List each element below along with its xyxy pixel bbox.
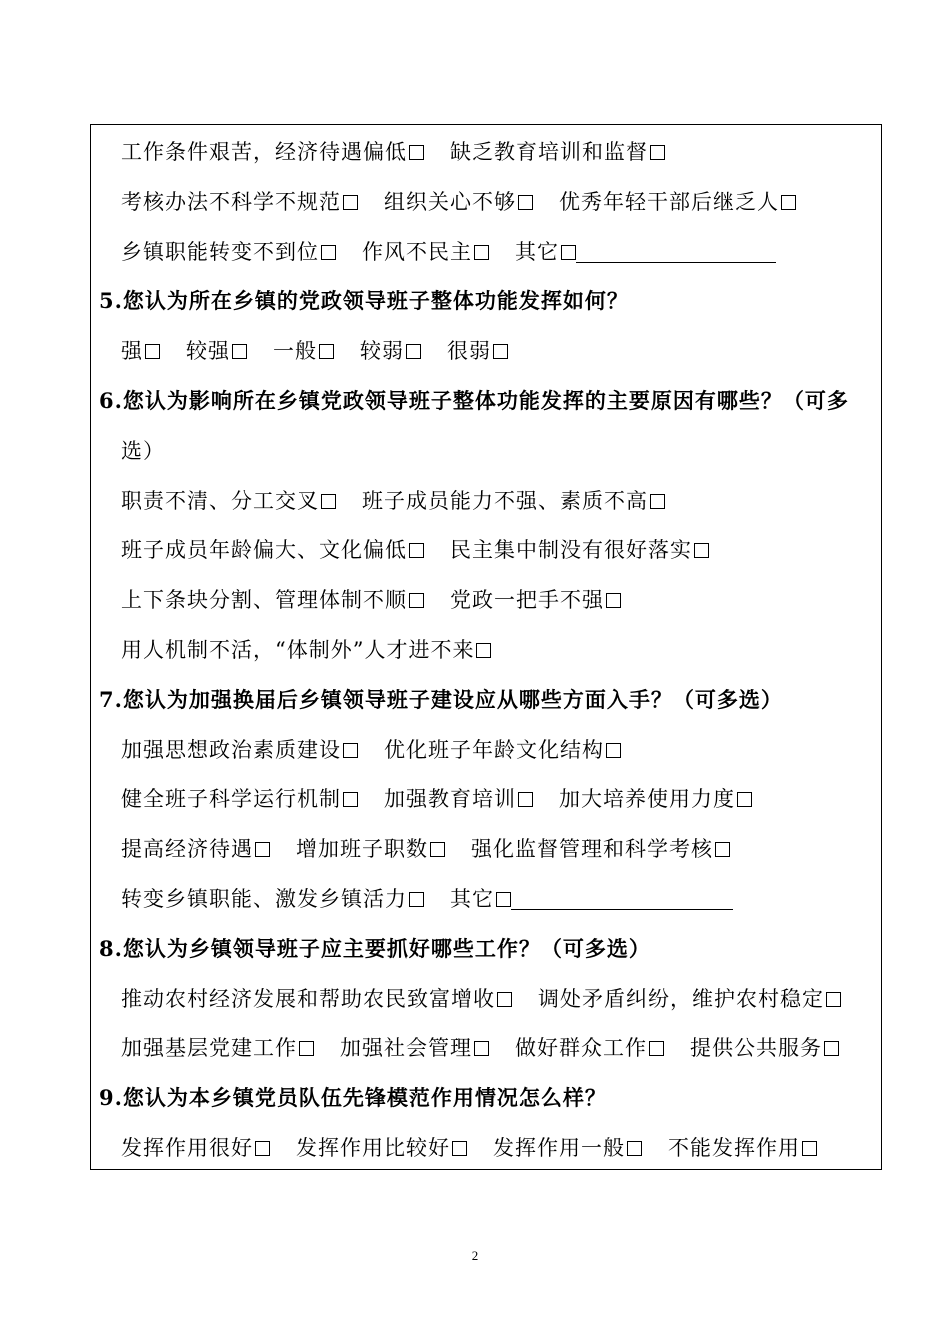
option-line <box>121 635 517 665</box>
option-label: 加强基层党建工作 <box>121 1036 297 1060</box>
option-label: 较强 <box>186 339 230 363</box>
option-label: 提供公共服务 <box>690 1036 822 1060</box>
page-number: 2 <box>471 1248 479 1263</box>
option-line <box>121 784 778 814</box>
option-item <box>121 190 358 214</box>
option-line <box>121 486 691 516</box>
option-item <box>447 339 508 363</box>
option-label: 强 <box>121 339 143 363</box>
option-label: 加强教育培训 <box>384 787 516 811</box>
option-line <box>121 336 534 366</box>
option-line <box>121 187 822 217</box>
checkbox[interactable] <box>232 344 247 359</box>
checkbox[interactable] <box>826 992 841 1007</box>
option-item <box>493 1136 642 1160</box>
question-text: 9.您认为本乡镇党员队伍先锋模范作用情况怎么样？ <box>99 1085 607 1110</box>
question-text: 7.您认为加强换届后乡镇领导班子建设应从哪些方面入手？（可多选） <box>99 687 783 712</box>
option-label: 组织关心不够 <box>384 190 516 214</box>
option-line <box>121 1033 865 1063</box>
option-item <box>121 588 424 612</box>
option-label: 一般 <box>273 339 317 363</box>
checkbox[interactable] <box>409 145 424 160</box>
option-line <box>121 585 647 615</box>
checkbox[interactable] <box>627 1141 642 1156</box>
checkbox[interactable] <box>496 892 511 907</box>
option-label: 做好群众工作 <box>515 1036 647 1060</box>
checkbox[interactable] <box>319 344 334 359</box>
checkbox[interactable] <box>650 145 665 160</box>
checkbox[interactable] <box>343 792 358 807</box>
option-label: 转变乡镇职能、激发乡镇活力 <box>121 887 407 911</box>
question-text: 8.您认为乡镇领导班子应主要抓好哪些工作？（可多选） <box>99 936 651 961</box>
checkbox[interactable] <box>255 842 270 857</box>
option-item <box>690 1036 839 1060</box>
checkbox[interactable] <box>497 992 512 1007</box>
checkbox[interactable] <box>430 842 445 857</box>
option-line <box>121 1133 843 1163</box>
option-label: 加大培养使用力度 <box>559 787 735 811</box>
checkbox[interactable] <box>694 543 709 558</box>
option-item <box>538 987 841 1011</box>
option-label: 缺乏教育培训和监督 <box>450 140 648 164</box>
option-line <box>121 535 735 565</box>
option-item <box>362 240 489 264</box>
option-item <box>121 339 160 363</box>
other-fill-blank[interactable] <box>511 891 733 910</box>
option-label: 考核办法不科学不规范 <box>121 190 341 214</box>
option-item <box>121 738 358 762</box>
option-item <box>121 837 270 861</box>
checkbox[interactable] <box>409 593 424 608</box>
option-label: 乡镇职能转变不到位 <box>121 240 319 264</box>
option-item <box>384 190 533 214</box>
option-label: 民主集中制没有很好落实 <box>450 538 692 562</box>
checkbox[interactable] <box>476 643 491 658</box>
option-item <box>362 489 665 513</box>
option-label: 发挥作用一般 <box>493 1136 625 1160</box>
option-item <box>450 140 665 164</box>
option-label: 优秀年轻干部后继乏人 <box>559 190 779 214</box>
checkbox[interactable] <box>299 1041 314 1056</box>
option-item <box>121 1136 270 1160</box>
checkbox[interactable] <box>737 792 752 807</box>
option-item <box>296 837 445 861</box>
checkbox[interactable] <box>606 743 621 758</box>
checkbox[interactable] <box>561 245 576 260</box>
option-label: 作风不民主 <box>362 240 472 264</box>
option-item <box>121 638 491 662</box>
option-label: 发挥作用很好 <box>121 1136 253 1160</box>
checkbox[interactable] <box>321 494 336 509</box>
question-continuation: 选） <box>121 439 165 463</box>
option-item <box>471 837 730 861</box>
checkbox[interactable] <box>824 1041 839 1056</box>
option-item <box>384 738 621 762</box>
option-label: 其它 <box>515 240 559 264</box>
checkbox[interactable] <box>650 494 665 509</box>
checkbox[interactable] <box>518 792 533 807</box>
option-item <box>186 339 247 363</box>
option-item <box>450 588 621 612</box>
option-label: 调处矛盾纠纷，维护农村稳定 <box>538 987 824 1011</box>
option-item <box>121 1036 314 1060</box>
option-item <box>515 1036 664 1060</box>
option-label: 上下条块分割、管理体制不顺 <box>121 588 407 612</box>
option-line <box>121 735 647 765</box>
option-label: 提高经济待遇 <box>121 837 253 861</box>
checkbox[interactable] <box>715 842 730 857</box>
option-item <box>450 538 709 562</box>
checkbox[interactable] <box>343 743 358 758</box>
option-line <box>121 884 759 914</box>
option-item <box>668 1136 817 1160</box>
checkbox[interactable] <box>321 245 336 260</box>
checkbox[interactable] <box>474 245 489 260</box>
checkbox[interactable] <box>474 1041 489 1056</box>
option-item <box>121 240 336 264</box>
option-label: 党政一把手不强 <box>450 588 604 612</box>
option-line <box>121 237 802 267</box>
checkbox[interactable] <box>781 195 796 210</box>
checkbox[interactable] <box>802 1141 817 1156</box>
option-item <box>273 339 334 363</box>
option-line <box>121 984 867 1014</box>
checkbox[interactable] <box>493 344 508 359</box>
option-label: 用人机制不活，“体制外”人才进不来 <box>121 638 475 662</box>
option-label: 班子成员年龄偏大、文化偏低 <box>121 538 407 562</box>
option-item <box>121 489 336 513</box>
option-item <box>121 987 512 1011</box>
option-item <box>559 787 752 811</box>
option-label: 其它 <box>450 887 494 911</box>
checkbox[interactable] <box>409 543 424 558</box>
checkbox[interactable] <box>518 195 533 210</box>
option-label: 优化班子年龄文化结构 <box>384 738 604 762</box>
option-label: 很弱 <box>447 339 491 363</box>
option-line <box>121 137 691 167</box>
option-label: 推动农村经济发展和帮助农民致富增收 <box>121 987 495 1011</box>
option-label: 发挥作用比较好 <box>296 1136 450 1160</box>
option-label: 加强社会管理 <box>340 1036 472 1060</box>
checkbox[interactable] <box>606 593 621 608</box>
option-label: 增加班子职数 <box>296 837 428 861</box>
option-label: 加强思想政治素质建设 <box>121 738 341 762</box>
option-item <box>360 339 421 363</box>
option-label: 不能发挥作用 <box>668 1136 800 1160</box>
option-line <box>121 834 756 864</box>
option-item <box>450 887 733 911</box>
option-item <box>121 140 424 164</box>
option-item <box>559 190 796 214</box>
option-item <box>340 1036 489 1060</box>
option-label: 班子成员能力不强、素质不高 <box>362 489 648 513</box>
option-label: 健全班子科学运行机制 <box>121 787 341 811</box>
checkbox[interactable] <box>343 195 358 210</box>
option-label: 较弱 <box>360 339 404 363</box>
option-item <box>121 887 424 911</box>
option-label: 工作条件艰苦，经济待遇偏低 <box>121 140 407 164</box>
option-label: 强化监督管理和科学考核 <box>471 837 713 861</box>
option-item <box>296 1136 467 1160</box>
option-item <box>384 787 533 811</box>
checkbox[interactable] <box>649 1041 664 1056</box>
checkbox[interactable] <box>452 1141 467 1156</box>
question-text: 6.您认为影响所在乡镇党政领导班子整体功能发挥的主要原因有哪些？（可多 <box>99 388 849 413</box>
option-label: 职责不清、分工交叉 <box>121 489 319 513</box>
other-fill-blank[interactable] <box>576 244 776 263</box>
question-text: 5.您认为所在乡镇的党政领导班子整体功能发挥如何？ <box>99 288 629 313</box>
checkbox[interactable] <box>145 344 160 359</box>
checkbox[interactable] <box>409 892 424 907</box>
checkbox[interactable] <box>255 1141 270 1156</box>
option-item <box>515 240 776 264</box>
option-item <box>121 787 358 811</box>
checkbox[interactable] <box>406 344 421 359</box>
option-item <box>121 538 424 562</box>
